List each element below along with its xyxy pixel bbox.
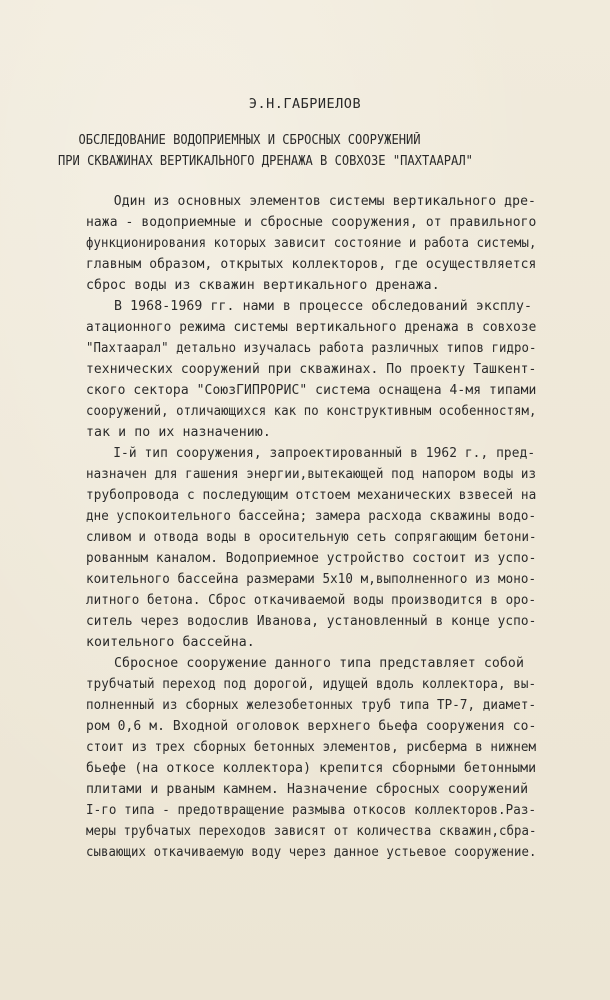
text-line: литного бетона. Сброс откачиваемой воды производится в оро- bbox=[86, 593, 537, 608]
text-line: сывающих откачиваемую воду через данное устьевое сооружение. bbox=[86, 845, 537, 860]
title-line: ПРИ СКВАЖИНАХ ВЕРТИКАЛЬНОГО ДРЕНАЖА В СОВХОЗЕ "ПАХТААРАЛ" bbox=[58, 154, 473, 169]
text-line: бьефе (на откосе коллектора) крепится сборными бетонными bbox=[86, 761, 537, 776]
text-line: дне успокоительного бассейна; замера расхода скважины водо- bbox=[86, 509, 537, 524]
text-line: коительного бассейна размерами 5х10 м,выполненного из моно- bbox=[86, 572, 537, 587]
text-line: ского сектора "СоюзГИПРОРИС" система оснащена 4-мя типами bbox=[86, 383, 537, 398]
paragraph bbox=[86, 191, 536, 296]
article-body bbox=[86, 191, 536, 863]
text-line: полненный из сборных железобетонных труб типа ТР-7, диамет- bbox=[86, 698, 537, 713]
text-line: плитами и рваным камнем. Назначение сбросных сооружений bbox=[86, 782, 529, 797]
text-line: трубопровода с последующим отстоем механических взвесей на bbox=[86, 488, 537, 503]
author-name: Э.Н.ГАБРИЕЛОВ bbox=[248, 96, 362, 112]
text-line: трубчатый переход под дорогой, идущей вдоль коллектора, вы- bbox=[86, 677, 537, 692]
text-line: Сбросное сооружение данного типа представляет собой bbox=[114, 656, 525, 671]
text-line: I-го типа - предотвращение размыва откосов коллекторов.Раз- bbox=[86, 803, 537, 818]
text-line: рованным каналом. Водоприемное устройство состоит из успо- bbox=[86, 551, 537, 566]
title-line: ОБСЛЕДОВАНИЕ ВОДОПРИЕМНЫХ И СБРОСНЫХ СООРУЖЕНИЙ bbox=[78, 133, 421, 148]
paragraph bbox=[86, 653, 536, 863]
text-line: атационного режима системы вертикального дренажа в совхозе bbox=[86, 320, 537, 335]
text-line: "Пахтаарал" детально изучалась работа различных типов гидро- bbox=[86, 341, 537, 356]
text-line: стоит из трех сборных бетонных элементов, рисберма в нижнем bbox=[86, 740, 537, 755]
text-line: ситель через водослив Иванова, установленный в конце успо- bbox=[86, 614, 537, 629]
text-line: ром 0,6 м. Входной оголовок верхнего бьефа сооружения со- bbox=[86, 719, 537, 734]
text-line: нажа - водоприемные и сбросные сооружения, от правильного bbox=[86, 215, 537, 230]
text-line: меры трубчатых переходов зависят от количества скважин,сбра- bbox=[86, 824, 537, 839]
text-line: главным образом, открытых коллекторов, где осуществляется bbox=[86, 257, 537, 272]
text-line: сливом и отвода воды в оросительную сеть сопрягающим бетони- bbox=[86, 530, 537, 545]
text-line: технических сооружений при скважинах. По проекту Ташкент- bbox=[86, 362, 537, 377]
text-line: В 1968-1969 гг. нами в процессе обследований эксплу- bbox=[114, 299, 533, 314]
paragraph bbox=[86, 443, 536, 653]
text-line: назначен для гашения энергии,вытекающей под напором воды из bbox=[86, 467, 537, 482]
text-line: так и по их назначению. bbox=[86, 425, 271, 440]
text-line: I-й тип сооружения, запроектированный в 1962 г., пред- bbox=[113, 446, 536, 461]
text-line: коительного бассейна. bbox=[86, 635, 255, 650]
text-line: сооружений, отличающихся как по конструктивным особенностям, bbox=[86, 404, 537, 419]
text-line: сброс воды из скважин вертикального дренажа. bbox=[86, 278, 440, 293]
article-title bbox=[58, 130, 504, 172]
paragraph bbox=[86, 296, 536, 443]
text-line: функционирования которых зависит состояние и работа системы, bbox=[86, 236, 537, 251]
text-line: Один из основных элементов системы вертикального дре- bbox=[113, 194, 537, 209]
